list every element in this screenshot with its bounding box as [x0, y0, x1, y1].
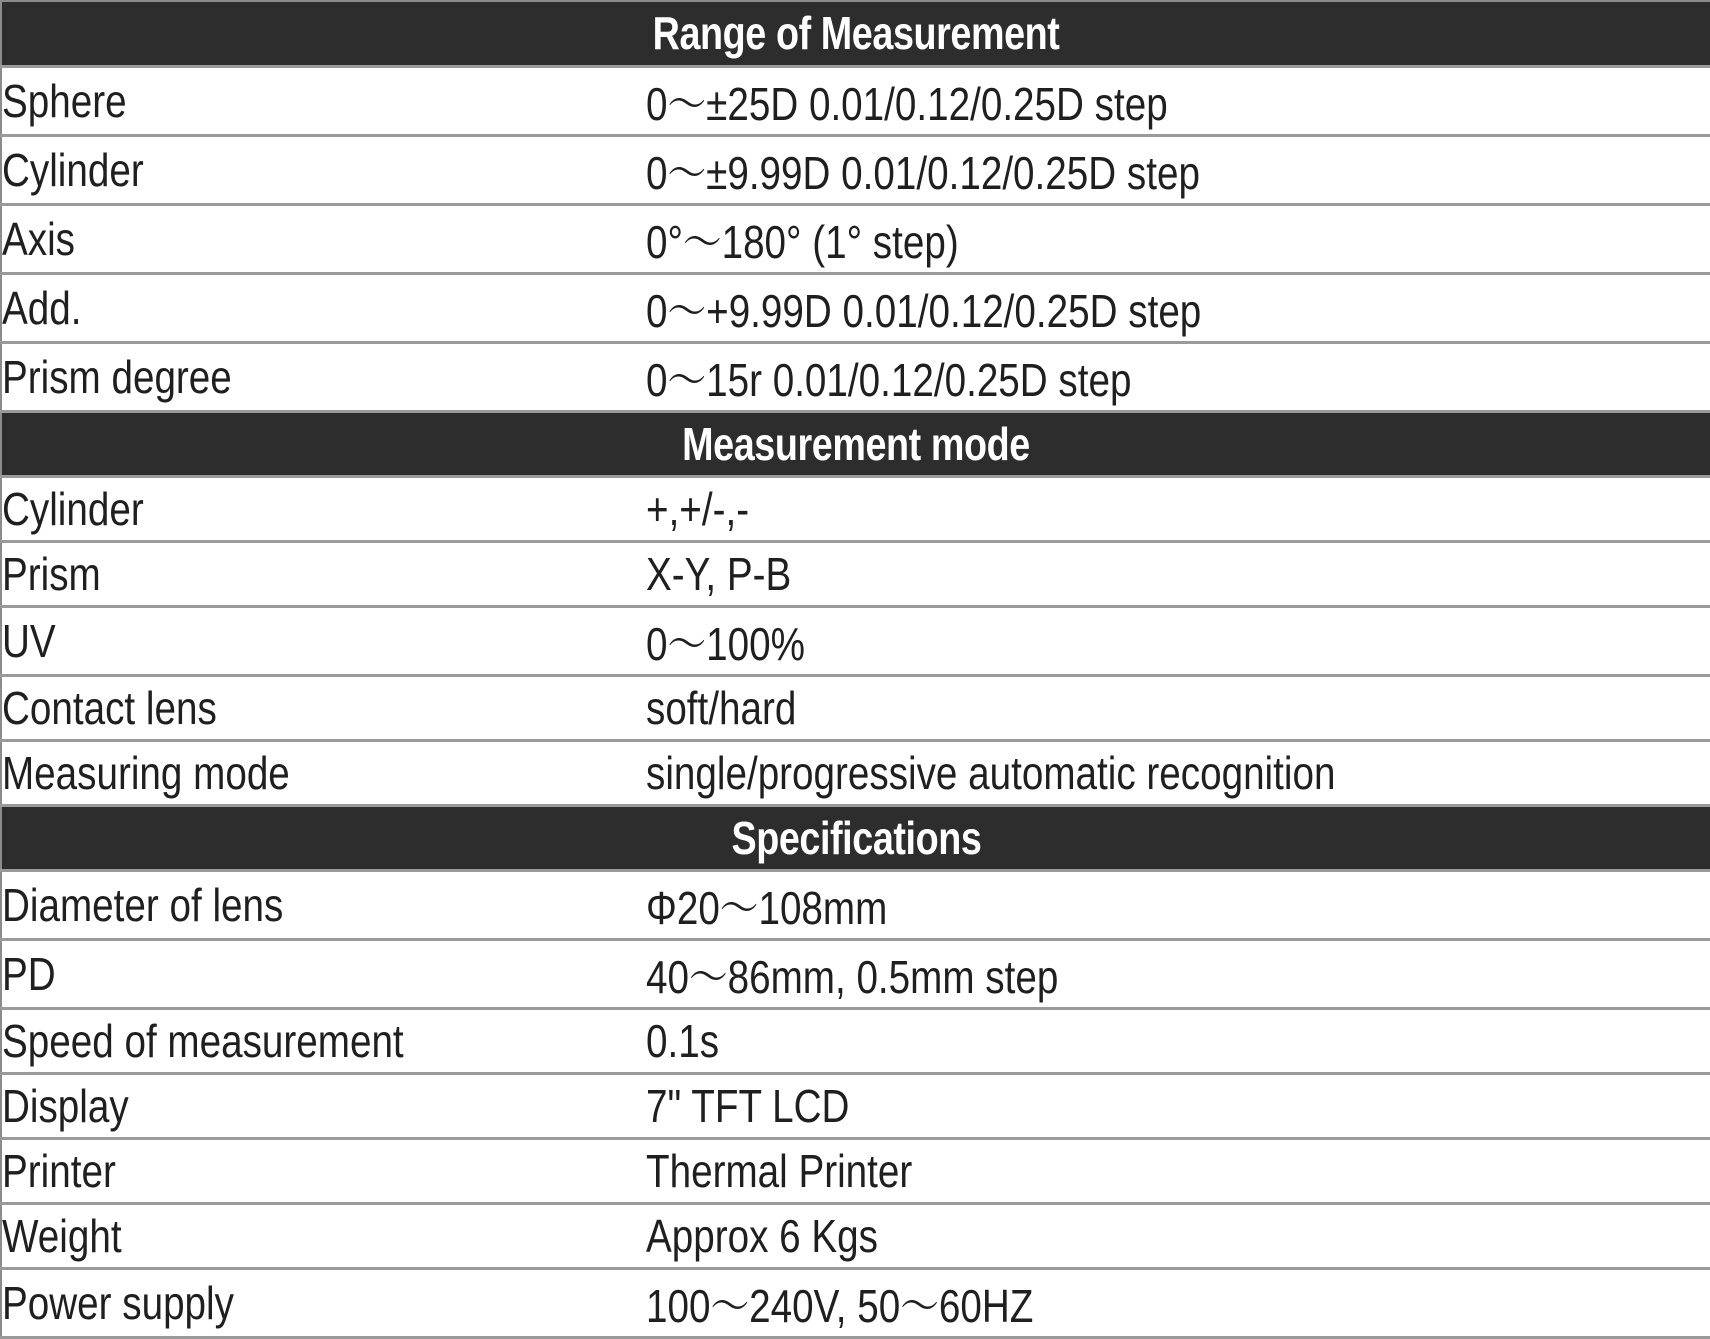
row-label: UV: [2, 614, 56, 667]
row-label: Diameter of lens: [2, 878, 284, 931]
row-value: Φ20～108mm: [646, 881, 888, 934]
section-title: Range of Measurement: [652, 7, 1060, 60]
table-row: [1, 1268, 1710, 1337]
row-value: X-Y, P-B: [646, 547, 792, 600]
table-row: [1, 606, 1710, 675]
table-row: [1, 939, 1710, 1008]
row-label: Speed of measurement: [2, 1014, 404, 1067]
row-label: Power supply: [2, 1276, 234, 1329]
row-value: 0.1s: [646, 1014, 720, 1067]
row-label: Measuring mode: [2, 746, 290, 799]
row-value: soft/hard: [646, 681, 797, 734]
table-row: [1, 1008, 1710, 1073]
row-value: 0～15r 0.01/0.12/0.25D step: [646, 353, 1132, 406]
row-value: Thermal Printer: [646, 1144, 913, 1197]
table-row: [1, 740, 1710, 805]
row-value: Approx 6 Kgs: [646, 1209, 878, 1262]
row-value: 0～100%: [646, 617, 805, 670]
row-value: 40～86mm, 0.5mm step: [646, 950, 1059, 1003]
table-row: [1, 541, 1710, 606]
section-title: Specifications: [731, 811, 981, 864]
row-label: Cylinder: [2, 482, 144, 535]
table-row: [1, 342, 1710, 411]
row-value: 7" TFT LCD: [646, 1079, 850, 1132]
row-value: 0～±25D 0.01/0.12/0.25D step: [646, 77, 1168, 130]
table-row: [1, 66, 1710, 135]
row-value: +,+/-,-: [646, 482, 750, 535]
table-row: [1, 273, 1710, 342]
row-value: 0°～180° (1° step): [646, 215, 959, 268]
row-label: Contact lens: [2, 681, 217, 734]
row-label: Weight: [2, 1209, 122, 1262]
row-label: Prism degree: [2, 350, 232, 403]
table-row: [1, 1203, 1710, 1268]
table-row: [1, 204, 1710, 273]
table-row: [1, 476, 1710, 541]
section-header-measurement-mode: [1, 411, 1710, 476]
row-label: Axis: [2, 212, 76, 265]
row-value: 100～240V, 50～60HZ: [646, 1279, 1034, 1332]
row-label: PD: [2, 947, 56, 1000]
row-label: Prism: [2, 547, 101, 600]
row-label: Add.: [2, 281, 82, 334]
section-header-range-of-measurement: [1, 1, 1710, 66]
row-label: Cylinder: [2, 143, 144, 196]
row-label: Printer: [2, 1144, 116, 1197]
row-label: Sphere: [2, 74, 127, 127]
section-title: Measurement mode: [682, 417, 1030, 470]
row-value: 0～+9.99D 0.01/0.12/0.25D step: [646, 284, 1202, 337]
table-row: [1, 870, 1710, 939]
row-label: Display: [2, 1079, 129, 1132]
table-row: [1, 1138, 1710, 1203]
section-header-specifications: [1, 805, 1710, 870]
table-row: [1, 135, 1710, 204]
row-value: 0～±9.99D 0.01/0.12/0.25D step: [646, 146, 1200, 199]
table-row: [1, 1073, 1710, 1138]
table-row: [1, 675, 1710, 740]
row-value: single/progressive automatic recognition: [646, 746, 1336, 799]
